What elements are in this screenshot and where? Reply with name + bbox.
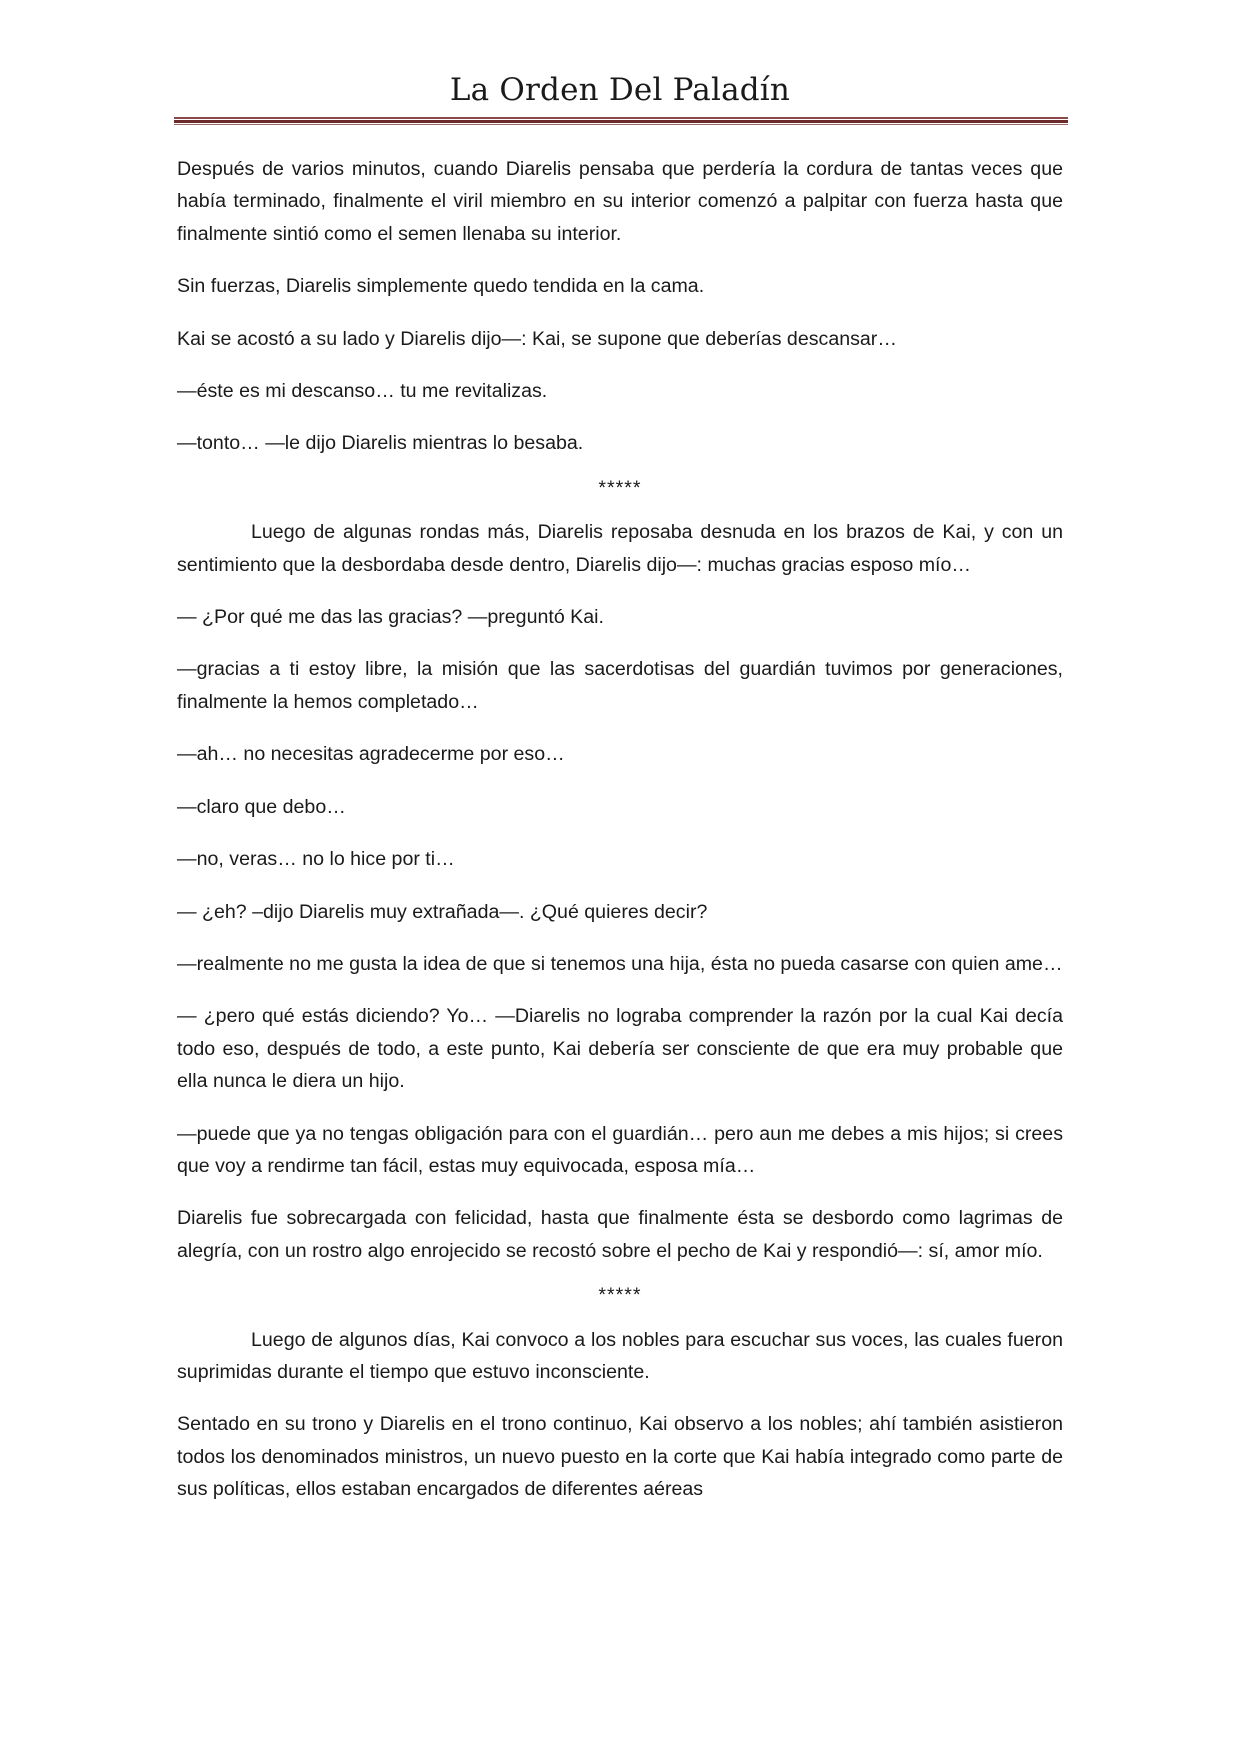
header-rule-line [174,117,1068,119]
paragraph: Luego de algunos días, Kai convoco a los nobles para escuchar sus voces, las cuales fueron suprimidas durante el tiempo que estuvo inconsciente. [177,1328,1063,1383]
body-text [177,153,1063,1526]
paragraph: —puede que ya no tengas obligación para con el guardián… pero aun me debes a mis hijos; si crees que voy a rendirme tan fácil, estas muy equivocada, esposa mía… [177,1122,1063,1177]
paragraph: —claro que debo… [177,795,346,818]
paragraph: —tonto… —le dijo Diarelis mientras lo besaba. [177,432,584,455]
paragraph: — ¿Por qué me das las gracias? —preguntó Kai. [177,606,604,629]
paragraph: —gracias a ti estoy libre, la misión que las sacerdotisas del guardián tuvimos por generaciones, finalmente la hemos completado… [177,658,1063,713]
paragraph: — ¿eh? –dijo Diarelis muy extrañada—. ¿Qué quieres decir? [177,900,708,923]
paragraph: —realmente no me gusta la idea de que si tenemos una hija, ésta no pueda casarse con quien ame… [177,952,1063,975]
paragraph: —no, veras… no lo hice por ti… [177,848,455,871]
paragraph: Después de varios minutos, cuando Diarelis pensaba que perdería la cordura de tantas veces que había terminado, finalmente el viril miembro en su interior comenzó a palpitar con fuerza hasta que finalmente sintió como el semen llenaba su interior. [177,158,1063,245]
scene-separator: ***** [598,1284,642,1307]
page-header-title: La Orden Del Paladín [449,72,791,108]
paragraph: Sin fuerzas, Diarelis simplemente quedo tendida en la cama. [177,275,705,298]
paragraph: —éste es mi descanso… tu me revitalizas. [177,380,548,403]
paragraph: Kai se acostó a su lado y Diarelis dijo—: Kai, se supone que deberías descansar… [177,327,897,350]
paragraph: Luego de algunas rondas más, Diarelis reposaba desnuda en los brazos de Kai, y con un sentimiento que la desbordaba desde dentro, Diarelis dijo—: muchas gracias esposo mío… [177,521,1063,576]
paragraph: — ¿pero qué estás diciendo? Yo… —Diarelis no lograba comprender la razón por la cual Kai decía todo eso, después de todo, a este punto, Kai debería ser consciente de que era muy probable que ella nunca le diera un hijo. [177,1005,1063,1093]
paragraph: Sentado en su trono y Diarelis en el trono continuo, Kai observo a los nobles; ahí también asistieron todos los denominados ministros, un nuevo puesto en la corte que Kai había integrado como parte de sus políticas, ellos estaban encargados de diferentes aéreas [177,1413,1063,1501]
scene-separator: ***** [598,476,642,499]
paragraph: —ah… no necesitas agradecerme por eso… [177,743,565,766]
header-rule-line [174,124,1068,125]
paragraph: Diarelis fue sobrecargada con felicidad, hasta que finalmente ésta se desbordo como lagrimas de alegría, con un rostro algo enrojecido se recostó sobre el pecho de Kai y respondió—: sí, amor mío. [177,1207,1063,1262]
header-rule-line [174,120,1068,123]
